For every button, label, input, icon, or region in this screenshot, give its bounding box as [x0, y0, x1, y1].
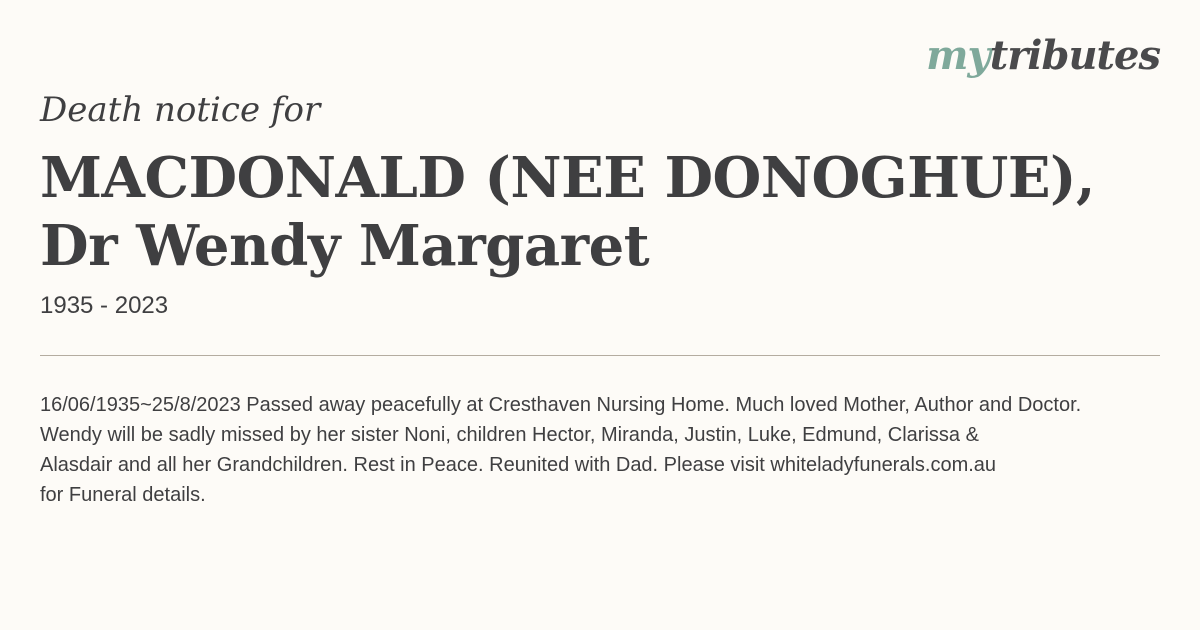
deceased-name	[40, 144, 1140, 280]
mytributes-logo[interactable]	[926, 32, 1160, 79]
logo-my: my	[926, 32, 990, 79]
name-line-1: MACDONALD (NEE DONOGHUE),	[40, 145, 1096, 211]
notice-body-line: Wendy will be sadly missed by her sister Noni, children Hector, Miranda, Justin, Luke, Edmund, Clarissa &	[40, 424, 979, 446]
notice-body	[40, 390, 1200, 510]
notice-body-line: 16/06/1935~25/8/2023 Passed away peacefully at Cresthaven Nursing Home. Much loved Mother, Author and Doctor.	[40, 394, 1082, 416]
notice-intro: Death notice for	[40, 90, 321, 130]
life-years: 1935 - 2023	[40, 292, 169, 319]
name-line-2: Dr Wendy Margaret	[40, 213, 650, 279]
divider	[40, 355, 1160, 356]
notice-body-line: for Funeral details.	[40, 484, 206, 506]
notice-body-line: Alasdair and all her Grandchildren. Rest in Peace. Reunited with Dad. Please visit whiteladyfunerals.com.au	[40, 454, 997, 476]
logo-tributes: tributes	[989, 32, 1160, 79]
